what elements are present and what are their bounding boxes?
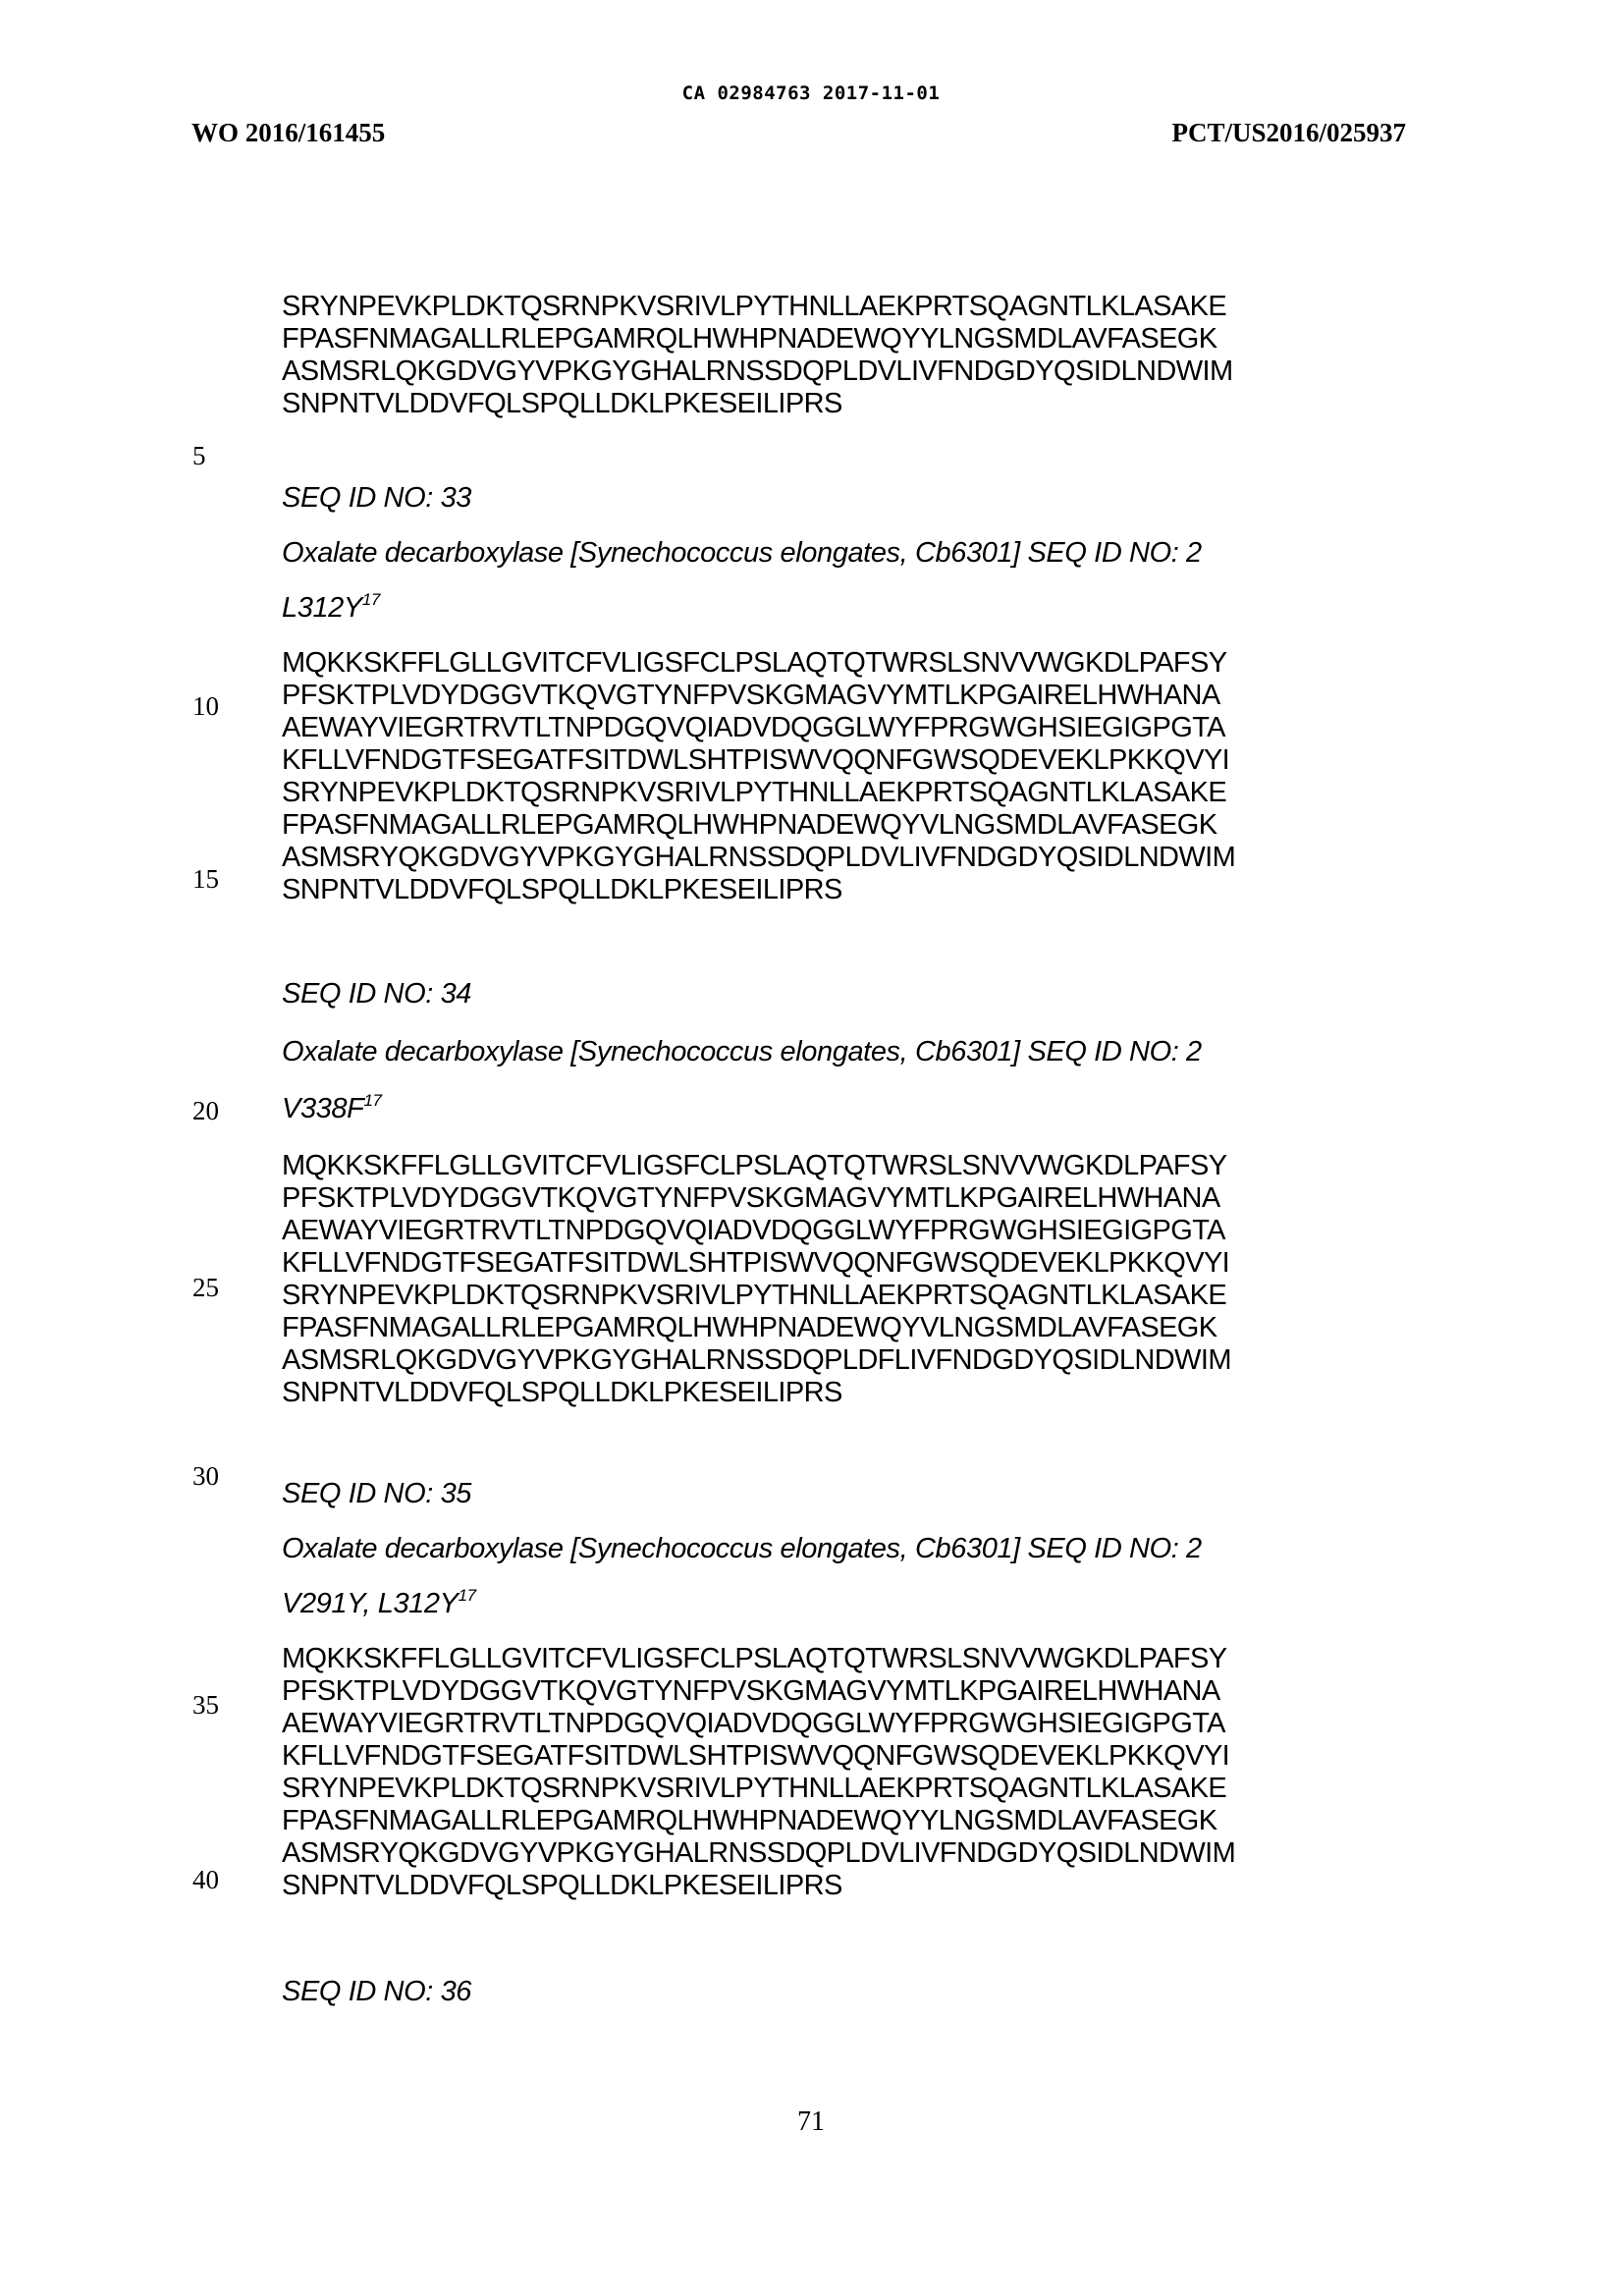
seq-id-heading: SEQ ID NO: 34 — [282, 978, 472, 1010]
footnote-ref: 17 — [363, 1091, 382, 1110]
sequence-line: PFSKTPLVDYDGGVTKQVGTYNFPVSKGMAGVYMTLKPGAIRELHWHANA — [282, 1182, 1220, 1214]
sequence-line: PFSKTPLVDYDGGVTKQVGTYNFPVSKGMAGVYMTLKPGAIRELHWHANA — [282, 1675, 1220, 1707]
sequence-line: SNPNTVLDDVFQLSPQLLDKLPKESEILIPRS — [282, 388, 842, 419]
mutation-label: V338F — [282, 1093, 364, 1124]
sequence-line: SRYNPEVKPLDKTQSRNPKVSRIVLPYTHNLLAEKPRTSQAGNTLKLASAKE — [282, 777, 1227, 808]
sequence-line: PFSKTPLVDYDGGVTKQVGTYNFPVSKGMAGVYMTLKPGAIRELHWHANA — [282, 680, 1220, 711]
page-number: 71 — [797, 2106, 825, 2137]
footnote-ref: 17 — [361, 590, 380, 609]
mutation-label: V291Y, L312Y — [282, 1588, 459, 1619]
seq-id-heading: SEQ ID NO: 33 — [282, 482, 472, 514]
sequence-line: ASMSRYQKGDVGYVPKGYGHALRNSSDQPLDVLIVFNDGDYQSIDLNDWIM — [282, 842, 1236, 873]
line-number-5: 5 — [192, 441, 206, 470]
sequence-line: AEWAYVIEGRTRVTLTNPDGQVQIADVDQGGLWYFPRGWGHSIEGIGPGTA — [282, 1708, 1225, 1739]
sequence-line: SNPNTVLDDVFQLSPQLLDKLPKESEILIPRS — [282, 1870, 842, 1901]
sequence-line: ASMSRYQKGDVGYVPKGYGHALRNSSDQPLDVLIVFNDGDYQSIDLNDWIM — [282, 1837, 1236, 1869]
line-number-25: 25 — [192, 1273, 219, 1302]
sequence-line: ASMSRLQKGDVGYVPKGYGHALRNSSDQPLDFLIVFNDGDYQSIDLNDWIM — [282, 1344, 1231, 1376]
filing-stamp: CA 02984763 2017-11-01 — [681, 82, 941, 104]
line-number-40: 40 — [192, 1865, 219, 1894]
sequence-line: AEWAYVIEGRTRVTLTNPDGQVQIADVDQGGLWYFPRGWGHSIEGIGPGTA — [282, 1215, 1225, 1246]
sequence-line: MQKKSKFFLGLLGVITCFVLIGSFCLPSLAQTQTWRSLSNVVWGKDLPAFSY — [282, 1643, 1227, 1674]
sequence-line: MQKKSKFFLGLLGVITCFVLIGSFCLPSLAQTQTWRSLSNVVWGKDLPAFSY — [282, 1150, 1227, 1181]
sequence-line: FPASFNMAGALLRLEPGAMRQLHWHPNADEWQYVLNGSMDLAVFASEGK — [282, 1312, 1217, 1343]
seq-mutation — [282, 1093, 382, 1125]
sequence-line: KFLLVFNDGTFSEGATFSITDWLSHTPISWVQQNFGWSQDEVEKLPKKQVYI — [282, 1247, 1230, 1279]
line-number-30: 30 — [192, 1461, 219, 1491]
line-number-15: 15 — [192, 864, 219, 894]
sequence-line: MQKKSKFFLGLLGVITCFVLIGSFCLPSLAQTQTWRSLSNVVWGKDLPAFSY — [282, 647, 1227, 679]
sequence-line: KFLLVFNDGTFSEGATFSITDWLSHTPISWVQQNFGWSQDEVEKLPKKQVYI — [282, 744, 1230, 776]
footnote-ref: 17 — [458, 1586, 476, 1605]
mutation-label: L312Y — [282, 592, 362, 624]
sequence-line: FPASFNMAGALLRLEPGAMRQLHWHPNADEWQYYLNGSMDLAVFASEGK — [282, 1805, 1217, 1836]
line-number-10: 10 — [192, 691, 219, 721]
sequence-line: SRYNPEVKPLDKTQSRNPKVSRIVLPYTHNLLAEKPRTSQAGNTLKLASAKE — [282, 1280, 1227, 1311]
seq-description: Oxalate decarboxylase [Synechococcus elongates, Cb6301] SEQ ID NO: 2 — [282, 1036, 1202, 1067]
seq-mutation — [282, 592, 380, 625]
sequence-line: SRYNPEVKPLDKTQSRNPKVSRIVLPYTHNLLAEKPRTSQAGNTLKLASAKE — [282, 1773, 1227, 1804]
seq-description: Oxalate decarboxylase [Synechococcus elongates, Cb6301] SEQ ID NO: 2 — [282, 1533, 1202, 1564]
sequence-line: AEWAYVIEGRTRVTLTNPDGQVQIADVDQGGLWYFPRGWGHSIEGIGPGTA — [282, 712, 1225, 743]
sequence-line: SNPNTVLDDVFQLSPQLLDKLPKESEILIPRS — [282, 1377, 842, 1408]
seq-id-heading: SEQ ID NO: 36 — [282, 1976, 472, 2007]
sequence-line: KFLLVFNDGTFSEGATFSITDWLSHTPISWVQQNFGWSQDEVEKLPKKQVYI — [282, 1740, 1230, 1772]
seq-description: Oxalate decarboxylase [Synechococcus elongates, Cb6301] SEQ ID NO: 2 — [282, 537, 1202, 569]
sequence-line: SRYNPEVKPLDKTQSRNPKVSRIVLPYTHNLLAEKPRTSQAGNTLKLASAKE — [282, 291, 1227, 322]
sequence-line: ASMSRLQKGDVGYVPKGYGHALRNSSDQPLDVLIVFNDGDYQSIDLNDWIM — [282, 355, 1233, 387]
sequence-line: FPASFNMAGALLRLEPGAMRQLHWHPNADEWQYVLNGSMDLAVFASEGK — [282, 809, 1217, 841]
sequence-line: FPASFNMAGALLRLEPGAMRQLHWHPNADEWQYYLNGSMDLAVFASEGK — [282, 323, 1217, 355]
publication-number: WO 2016/161455 — [191, 118, 386, 147]
seq-mutation — [282, 1588, 476, 1620]
line-number-20: 20 — [192, 1096, 219, 1125]
sequence-line: SNPNTVLDDVFQLSPQLLDKLPKESEILIPRS — [282, 874, 842, 905]
application-number: PCT/US2016/025937 — [1171, 118, 1406, 147]
seq-id-heading: SEQ ID NO: 35 — [282, 1478, 472, 1509]
line-number-35: 35 — [192, 1690, 219, 1720]
